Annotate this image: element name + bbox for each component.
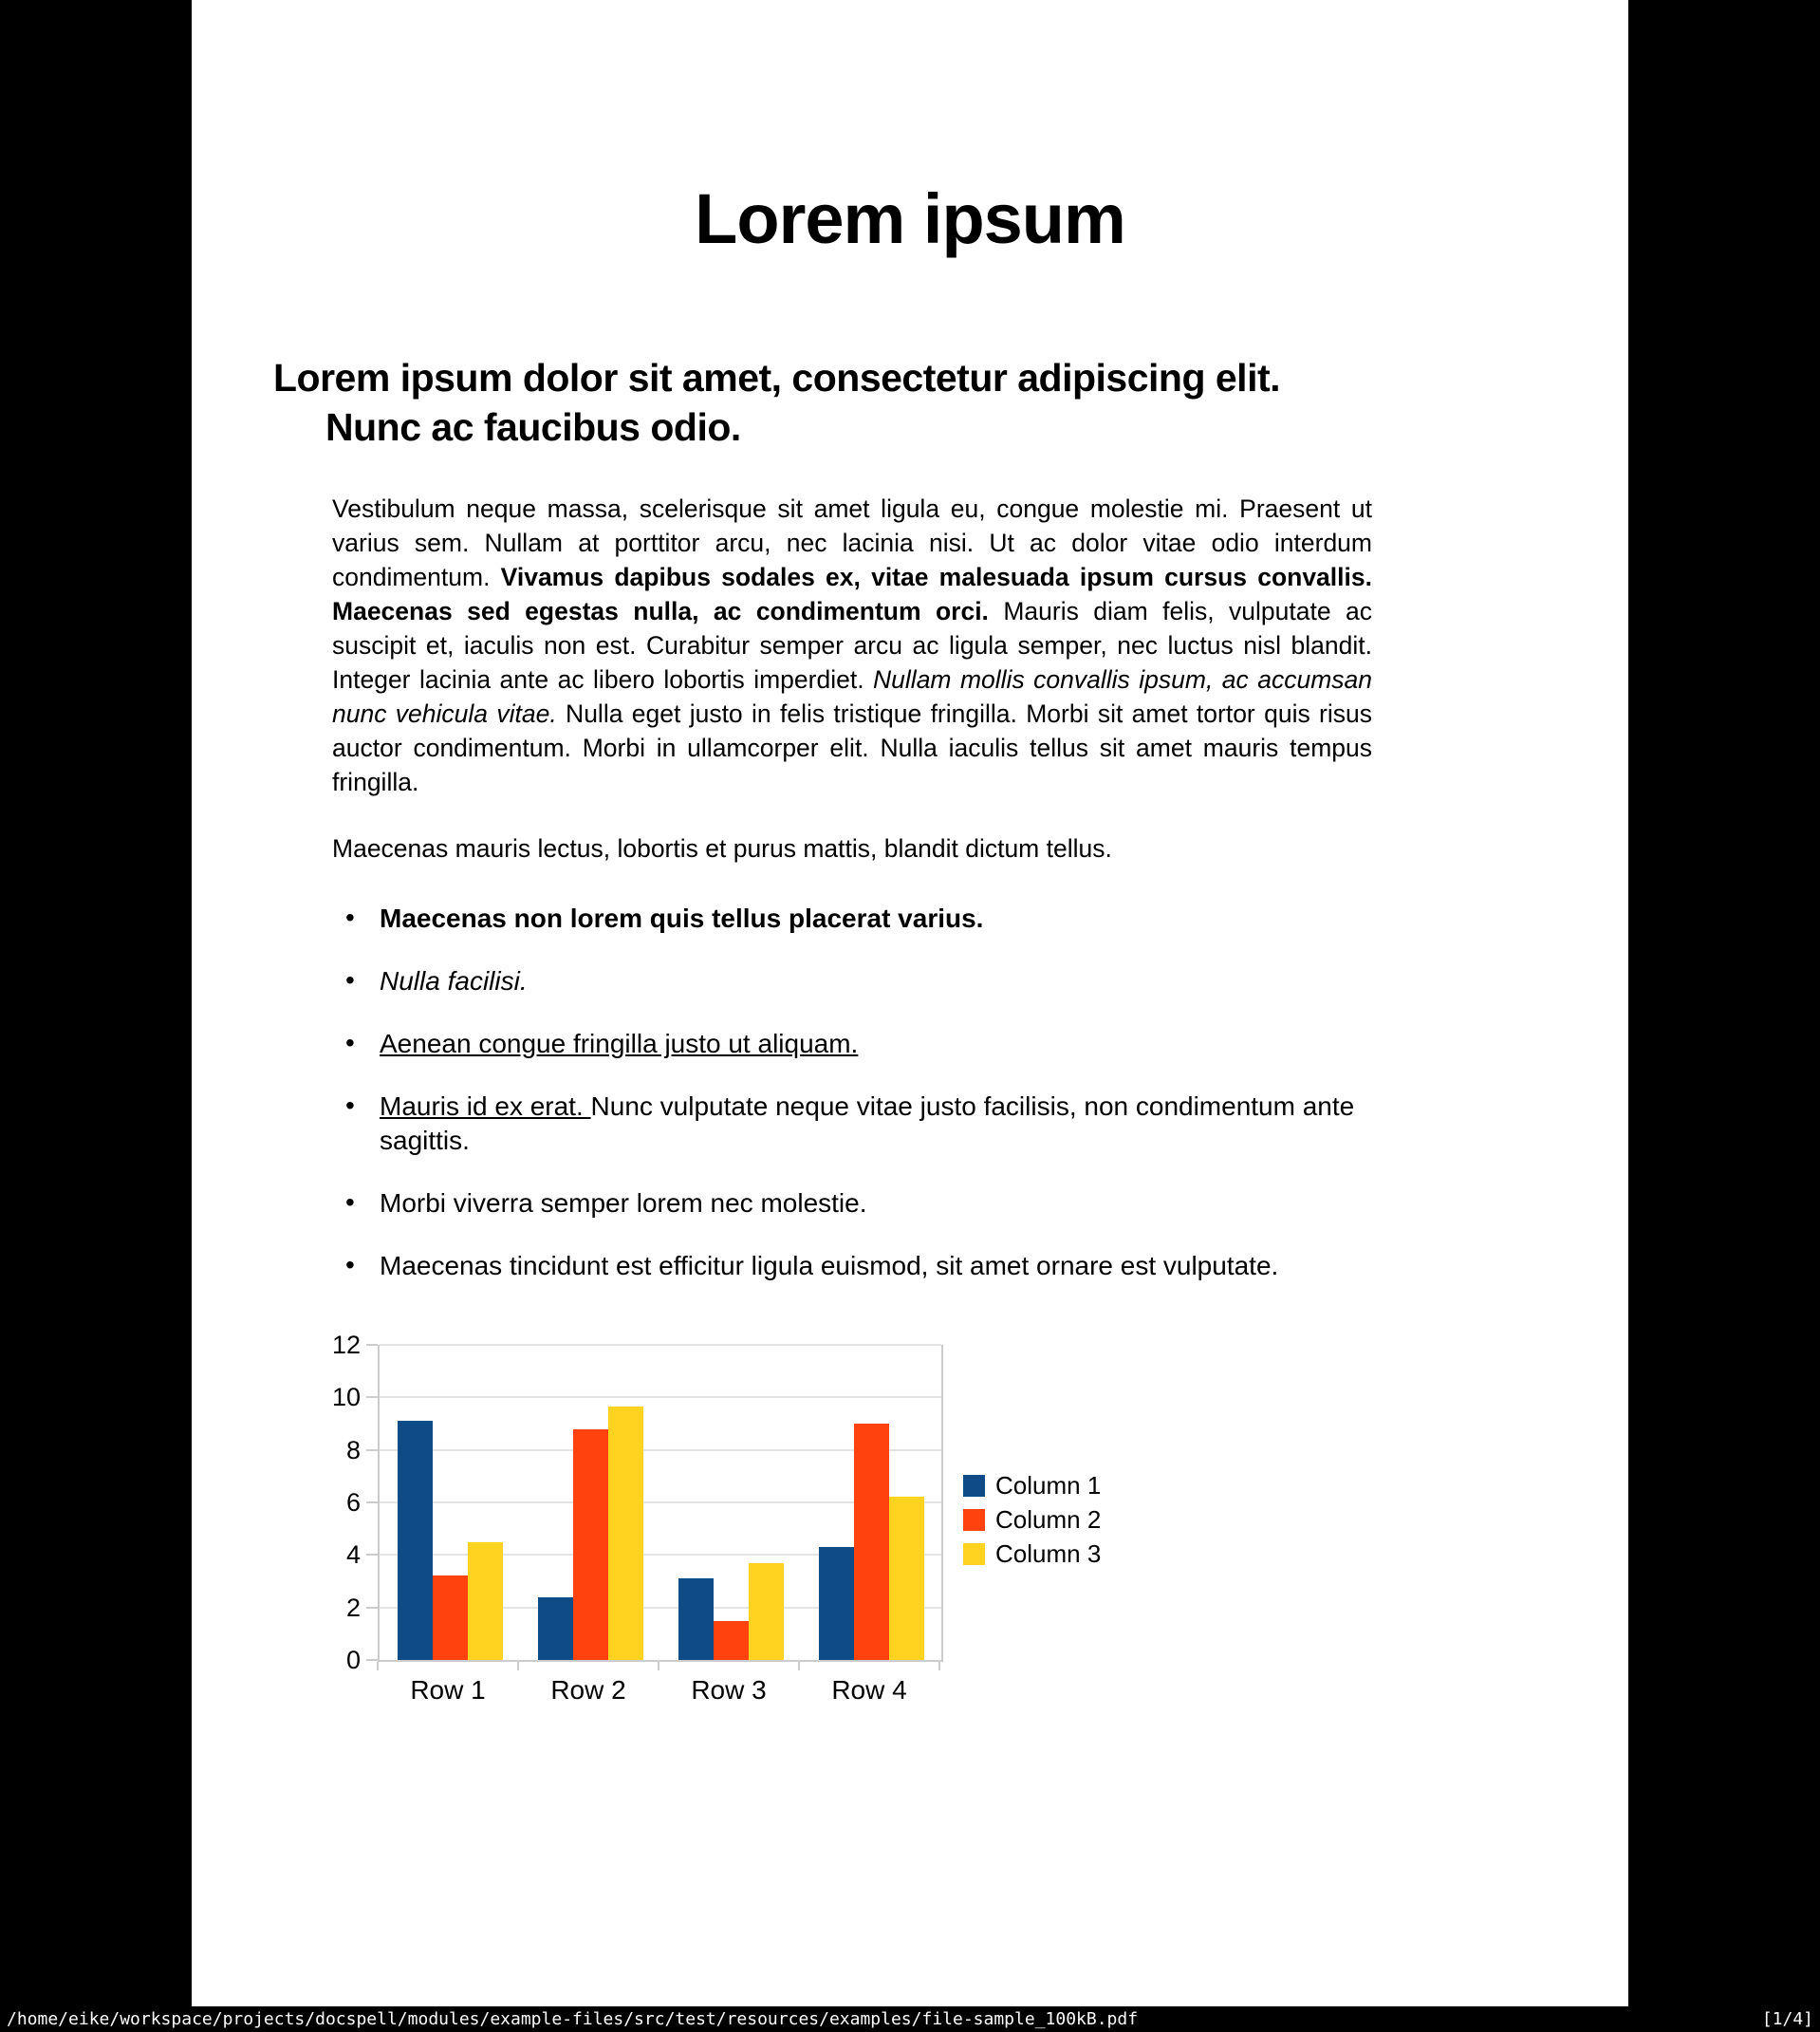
y-axis-tick	[366, 1396, 378, 1398]
text-segment: Mauris id ex erat.	[380, 1091, 591, 1121]
x-axis-label: Row 3	[691, 1675, 767, 1705]
text-segment: Morbi viverra semper lorem nec molestie.	[380, 1188, 867, 1218]
text-segment: Aenean congue fringilla justo ut aliquam.	[380, 1029, 859, 1058]
y-axis-label: 12	[331, 1331, 361, 1359]
x-axis-label: Row 1	[410, 1675, 486, 1705]
text-segment: Nulla facilisi.	[380, 966, 528, 996]
document-title: Lorem ipsum	[695, 179, 1125, 258]
text-segment: Mauris diam felis, vulputate ac suscipit et, iaculis non est. Curabitur semper arcu ac ligula semper, nec luctus nisl blandit. Integer lacinia ante ac libero lobortis imperdiet.	[332, 597, 1372, 694]
legend-swatch	[963, 1509, 985, 1531]
y-axis-label: 8	[345, 1435, 361, 1464]
text-segment: Maecenas non lorem quis tellus placerat varius.	[380, 904, 984, 933]
statusbar	[0, 2006, 1820, 2032]
legend-swatch	[963, 1475, 985, 1497]
x-axis-label: Row 2	[550, 1675, 626, 1705]
y-axis-label: 0	[345, 1646, 361, 1674]
legend-item	[963, 1502, 1101, 1537]
text-segment: Maecenas tincidunt est efficitur ligula euismod, sit amet ornare est vulputate.	[380, 1251, 1279, 1280]
legend-label: Column 1	[995, 1470, 1102, 1500]
chart-bar	[678, 1578, 714, 1660]
document-heading	[273, 353, 1384, 452]
legend-label: Column 2	[995, 1504, 1102, 1534]
chart-bar	[538, 1597, 573, 1660]
heading-line-1: Lorem ipsum dolor sit amet, consectetur adipiscing elit.	[273, 356, 1281, 400]
bullet-list	[332, 902, 1372, 1312]
bullet-item	[332, 1186, 1372, 1221]
chart-legend	[963, 1468, 1101, 1571]
x-axis-tick	[798, 1662, 800, 1670]
heading-line-2: Nunc ac faucibus odio.	[325, 405, 741, 449]
chart-bar	[889, 1497, 924, 1660]
x-axis-tick	[517, 1662, 519, 1670]
gridline	[380, 1344, 941, 1346]
y-axis-tick	[366, 1449, 378, 1451]
chart-bar	[468, 1542, 503, 1661]
chart-bar	[398, 1421, 433, 1660]
bullet-item	[332, 902, 1372, 936]
chart-plot-area	[378, 1345, 943, 1662]
y-axis-tick	[366, 1501, 378, 1503]
x-axis-label: Row 4	[831, 1675, 907, 1705]
y-axis-label: 6	[345, 1488, 361, 1517]
bullet-item	[332, 1027, 1372, 1061]
bar-chart	[192, 1324, 1628, 1732]
text-segment: Nulla eget justo in felis tristique fringilla. Morbi sit amet tortor quis risus auctor condimentum. Morbi in ullamcorper elit. Nulla iaculis tellus sit amet mauris tempus fringilla.	[332, 699, 1372, 796]
text-segment: Vestibulum neque massa, scelerisque sit amet ligula eu, congue molestie mi. Praesent ut varius sem. Nullam at porttitor arcu, nec lacinia nisi. Ut ac dolor vitae odio interdum condimentum.	[332, 494, 1372, 591]
y-axis-tick	[366, 1659, 378, 1661]
chart-bar	[608, 1407, 643, 1660]
pdf-page[interactable]	[192, 0, 1628, 2006]
chart-bar	[854, 1424, 889, 1660]
statusbar-filepath: /home/eike/workspace/projects/docspell/modules/example-files/src/test/resources/examples/file-sample_100kB.pdf	[7, 2009, 1139, 2029]
chart-bar	[749, 1563, 784, 1660]
x-axis-tick	[658, 1662, 659, 1670]
chart-bar	[433, 1575, 468, 1660]
bullet-item	[332, 1249, 1372, 1283]
legend-item	[963, 1468, 1101, 1502]
y-axis-tick	[366, 1607, 378, 1609]
statusbar-page-indicator: [1/4]	[1761, 2009, 1813, 2029]
y-axis-tick	[366, 1554, 378, 1556]
y-axis-label: 4	[345, 1540, 361, 1570]
y-axis-tick	[366, 1344, 378, 1346]
x-axis-tick	[938, 1662, 940, 1670]
bullet-item	[332, 1090, 1372, 1158]
gridline	[380, 1396, 941, 1398]
text-segment: Nullam mollis convallis ipsum, ac accumsan nunc vehicula vitae.	[332, 665, 1372, 728]
y-axis-label: 2	[345, 1593, 361, 1622]
x-axis-tick	[377, 1662, 379, 1670]
text-segment: Vivamus dapibus sodales ex, vitae malesuada ipsum cursus convallis. Maecenas sed egestas nulla, ac condimentum orci.	[332, 563, 1372, 625]
body-paragraph-2: Maecenas mauris lectus, lobortis et purus mattis, blandit dictum tellus.	[332, 834, 1112, 863]
body-paragraph-1	[332, 492, 1372, 799]
y-axis-label: 10	[331, 1383, 361, 1412]
chart-bar	[714, 1621, 749, 1661]
chart-bar	[573, 1429, 608, 1660]
legend-label: Column 3	[995, 1538, 1102, 1568]
legend-swatch	[963, 1543, 985, 1565]
text-segment: Nunc vulputate neque vitae justo facilisis, non condimentum ante sagittis.	[380, 1091, 1355, 1155]
bullet-item	[332, 964, 1372, 998]
chart-bar	[819, 1547, 854, 1660]
legend-item	[963, 1537, 1101, 1571]
